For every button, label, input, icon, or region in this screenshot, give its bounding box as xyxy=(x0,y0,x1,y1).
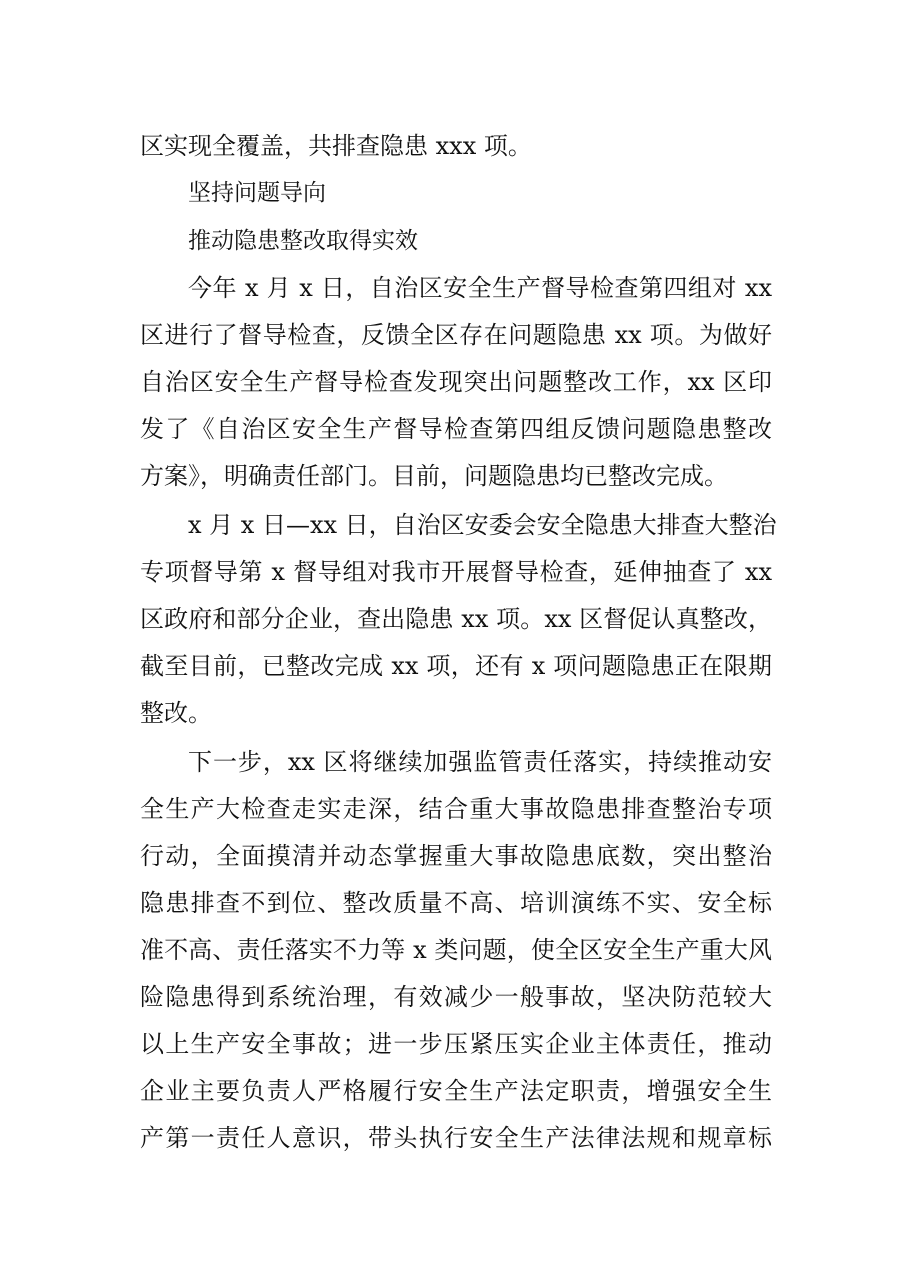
paragraph-line: 企业主要负责人严格履行安全生产法定职责，增强安全生 xyxy=(140,1077,772,1105)
paragraph-line: 全生产大检查走实走深，结合重大事故隐患排查整治专项 xyxy=(140,795,772,823)
paragraph-line: 险隐患得到系统治理，有效减少一般事故，坚决防范较大 xyxy=(140,983,772,1011)
paragraph-line: 产第一责任人意识，带头执行安全生产法律法规和规章标 xyxy=(140,1124,772,1152)
paragraph-line: 下一步，xx 区将继续加强监管责任落实，持续推动安 xyxy=(188,748,772,776)
paragraph-line: 整改。 xyxy=(140,699,212,727)
paragraph-line: 截至目前，已整改完成 xx 项，还有 x 项问题隐患正在限期 xyxy=(140,652,772,680)
paragraph-line: 准不高、责任落实不力等 x 类问题，使全区安全生产重大风 xyxy=(140,936,772,964)
paragraph-line: 方案》，明确责任部门。目前，问题隐患均已整改完成。 xyxy=(140,462,728,490)
paragraph-line: 行动，全面摸清并动态掌握重大事故隐患底数，突出整治 xyxy=(140,842,772,870)
paragraph-line: 区实现全覆盖，共排查隐患 xxx 项。 xyxy=(140,132,532,160)
section-subheading: 推动隐患整改取得实效 xyxy=(188,228,418,254)
paragraph-line: 隐患排查不到位、整改质量不高、培训演练不实、安全标 xyxy=(140,889,772,917)
paragraph-line: 专项督导第 x 督导组对我市开展督导检查，延伸抽查了 xx xyxy=(140,558,772,586)
paragraph-line: 区政府和部分企业，查出隐患 xx 项。xx 区督促认真整改， xyxy=(140,605,772,633)
paragraph-line: 今年 x 月 x 日，自治区安全生产督导检查第四组对 xx xyxy=(188,274,772,302)
paragraph-line: 以上生产安全事故；进一步压紧压实企业主体责任，推动 xyxy=(140,1030,772,1058)
section-heading: 坚持问题导向 xyxy=(188,180,326,206)
paragraph-line: x 月 x 日—xx 日，自治区安委会安全隐患大排查大整治 xyxy=(188,511,777,539)
paragraph-line: 发了《自治区安全生产督导检查第四组反馈问题隐患整改 xyxy=(140,415,772,443)
paragraph-line: 区进行了督导检查，反馈全区存在问题隐患 xx 项。为做好 xyxy=(140,321,772,349)
paragraph-line: 自治区安全生产督导检查发现突出问题整改工作，xx 区印 xyxy=(140,368,772,396)
